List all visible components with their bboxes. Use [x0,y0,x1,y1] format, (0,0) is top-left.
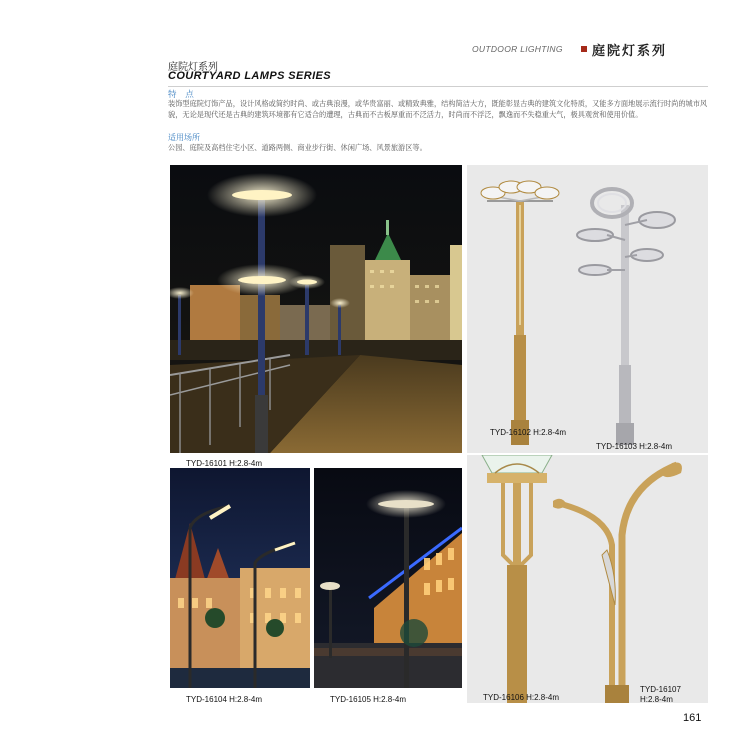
features-text: 装饰型庭院灯饰产品，设计风格或简约时尚、或古典浪漫，或华贵富丽、或精致典雅，结构简洁大方，既能彰显古典的建筑文化特质，又能多方面地展示流行时尚的城市风貌，无论是现代还是古典的建筑环境都有它适合的遭理，古典而不古板厚重而不泛活力，时尚而不浮泛，飘逸而不失稳重大气，极具观赏和使用价值。 [168,99,708,119]
lamp-tyd-16106 [482,455,552,703]
product-panel-upper [467,165,708,453]
caption-tyd-16107-model: TYD-16107 [640,685,681,694]
caption-tyd-16107-height: H:2.8-4m [640,695,673,704]
caption-tyd-16106: TYD-16106 H:2.8-4m [483,693,560,702]
photo-tyd-16105 [314,468,462,688]
photo-tyd-16101 [170,165,462,453]
header-square-marker [581,46,587,52]
caption-tyd-16103: TYD-16103 H:2.8-4m [596,442,673,451]
lamp-tyd-16107 [553,462,682,703]
series-label-cn: 庭院灯系列 [592,44,668,59]
caption-tyd-16101: TYD-16101 H:2.8-4m [186,459,263,468]
section-title-en: COURTYARD LAMPS SERIES [168,70,332,82]
lamp-tyd-16103 [577,189,675,445]
features-heading: 特 点 [168,90,197,100]
caption-tyd-16104: TYD-16104 H:2.8-4m [186,695,263,704]
applications-text: 公园、庭院及高档住宅小区、道路两侧、商业步行街、休闲广场、风景旅游区等。 [168,143,427,152]
lamp-tyd-16102 [481,181,559,445]
applications-heading: 适用场所 [168,133,200,142]
series-label-en: OUTDOOR LIGHTING [472,44,563,54]
caption-tyd-16107 [640,685,681,705]
photo-tyd-16104 [170,468,310,688]
caption-tyd-16105: TYD-16105 H:2.8-4m [330,695,407,704]
caption-tyd-16102: TYD-16102 H:2.8-4m [490,428,567,437]
title-divider [168,86,708,87]
page-number: 161 [683,712,702,724]
product-panel-lower [467,455,708,703]
section-title-cn: 庭院灯系列 [168,62,218,73]
